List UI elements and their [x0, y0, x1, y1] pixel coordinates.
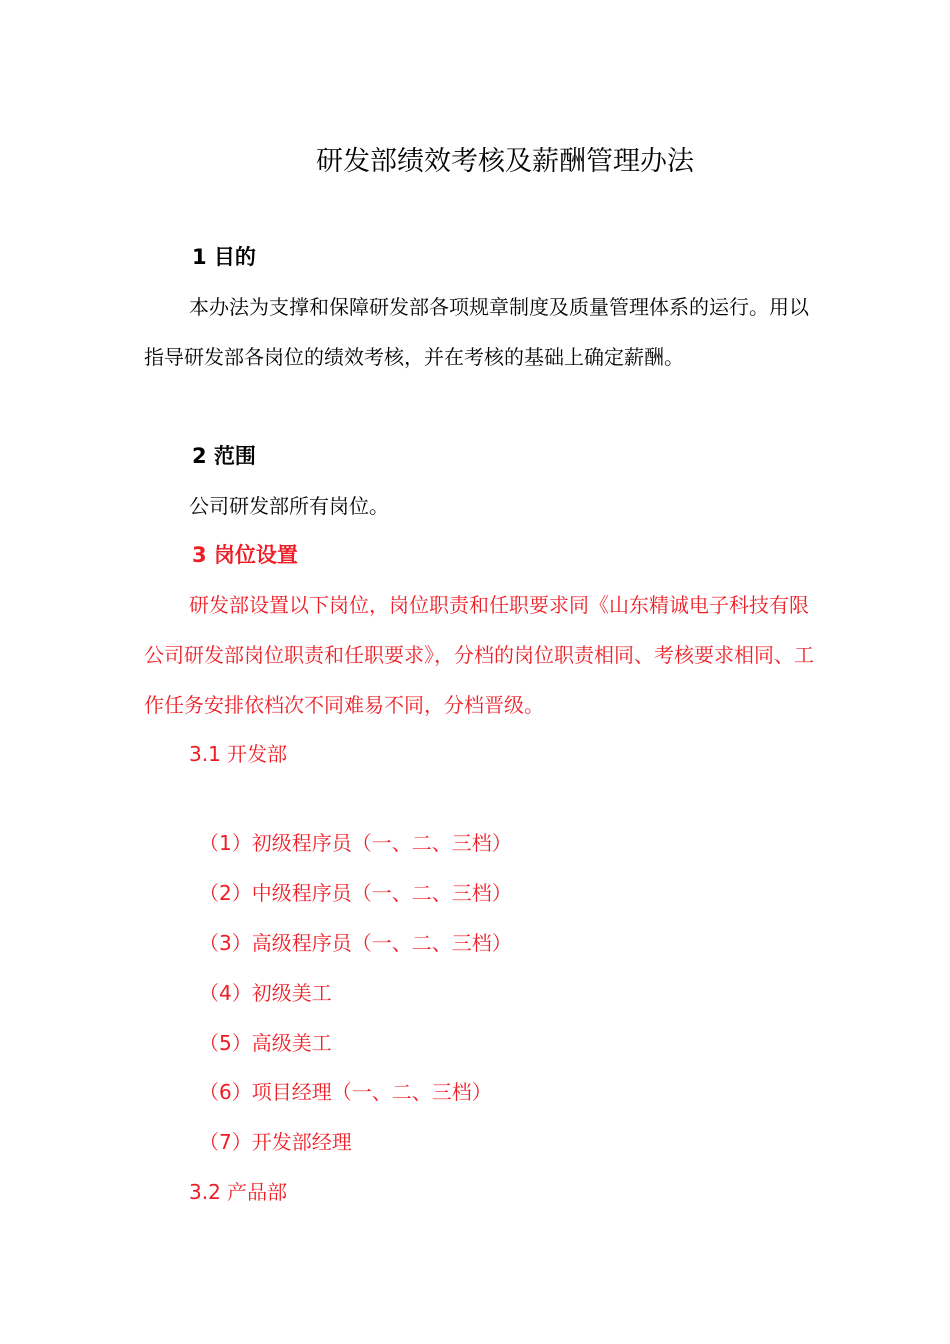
list-item: （4）初级美工: [199, 981, 332, 1005]
section-heading-positions: 3 岗位设置: [192, 543, 298, 567]
list-item: （3）高级程序员（一、二、三档）: [199, 931, 512, 955]
section-heading-scope: 2 范围: [192, 444, 256, 468]
list-item: （6）项目经理（一、二、三档）: [199, 1080, 492, 1104]
title-area: [0, 0, 950, 200]
list-item: （2）中级程序员（一、二、三档）: [199, 881, 512, 905]
section-body-positions: 研发部设置以下岗位，岗位职责和任职要求同《山东精诚电子科技有限公司研发部岗位职责和任职要求》，分档的岗位职责相同、考核要求相同、工作任务安排依档次不同难易不同，分档晋级。: [144, 593, 814, 717]
list-item: （7）开发部经理: [199, 1130, 352, 1154]
section-heading-purpose: 1 目的: [192, 245, 256, 269]
list-item: （5）高级美工: [199, 1031, 332, 1055]
section-body-purpose: 本办法为支撑和保障研发部各项规章制度及质量管理体系的运行。用以指导研发部各岗位的绩效考核，并在考核的基础上确定薪酬。: [144, 295, 809, 369]
document-title: 研发部绩效考核及薪酬管理办法: [316, 146, 694, 177]
subsection-heading-product: 3.2 产品部: [189, 1180, 288, 1204]
subsection-heading-development: 3.1 开发部: [189, 742, 288, 766]
list-item: （1）初级程序员（一、二、三档）: [199, 831, 512, 855]
section-body-scope: 公司研发部所有岗位。: [189, 494, 389, 518]
